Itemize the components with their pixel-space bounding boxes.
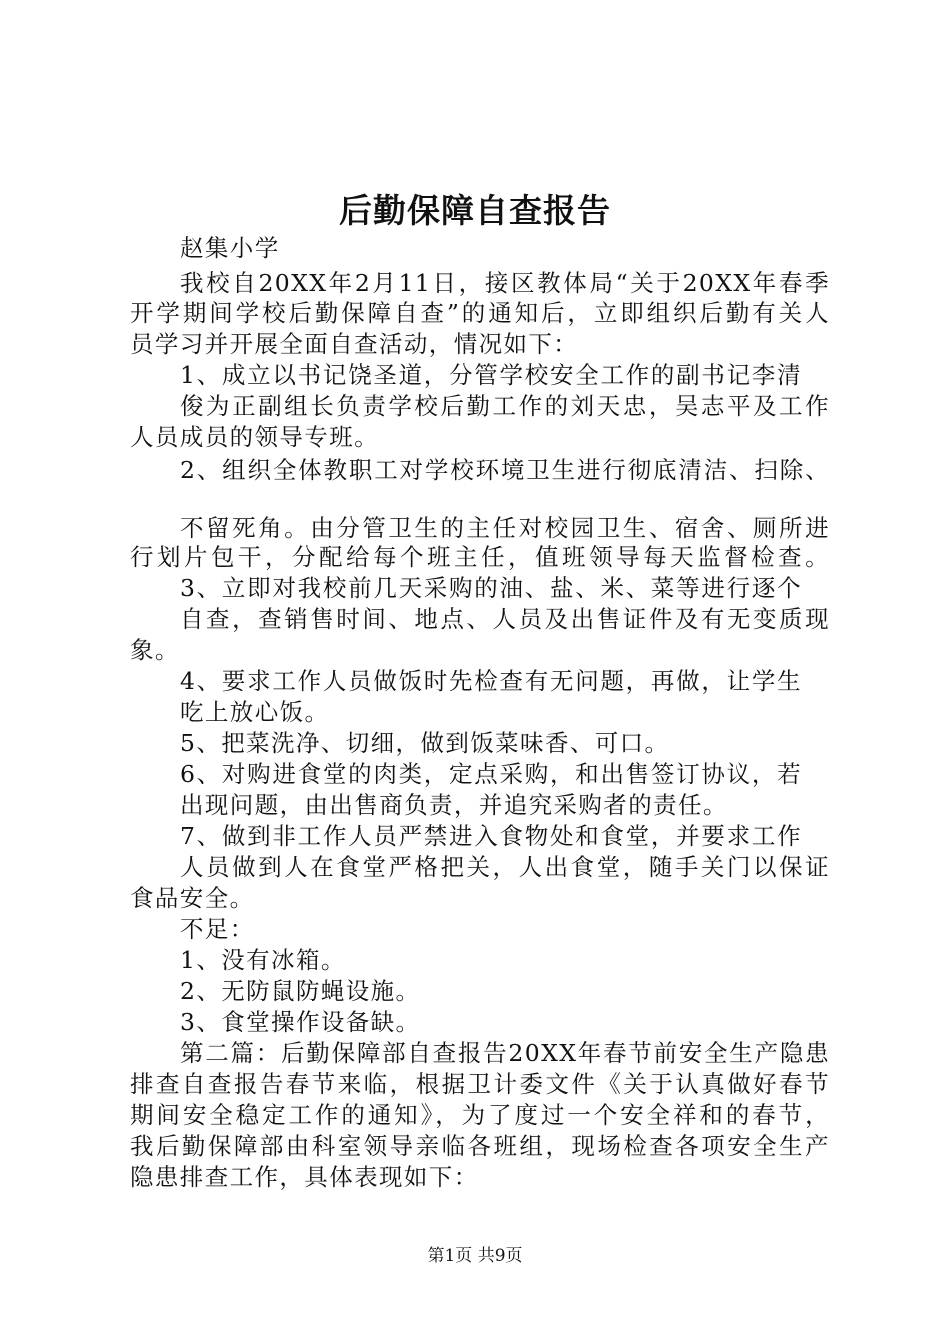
text-line: 俊为正副组长负责学校后勤工作的刘天忠，吴志平及工作 <box>180 392 830 420</box>
text-line: 食品安全。 <box>130 884 255 912</box>
text-line: 我校自20XX年2月11日，接区教体局“关于20XX年春季 <box>180 269 830 297</box>
text-line: 第二篇：后勤保障部自查报告20XX年春节前安全生产隐患 <box>180 1039 830 1067</box>
text-line: 开学期间学校后勤保障自查”的通知后，立即组织后勤有关人 <box>130 299 830 327</box>
text-line: 象。 <box>130 636 180 664</box>
text-line: 1、没有冰箱。 <box>180 946 346 974</box>
text-line: 自查，查销售时间、地点、人员及出售证件及有无变质现 <box>180 605 830 633</box>
text-line: 人员做到人在食堂严格把关，人出食堂，随手关门以保证 <box>180 853 830 881</box>
text-line: 6、对购进食堂的肉类，定点采购，和出售签订协议，若 <box>180 760 802 788</box>
text-line: 5、把菜洗净、切细，做到饭菜味香、可口。 <box>180 729 670 757</box>
text-line: 隐患排查工作，具体表现如下： <box>130 1163 479 1191</box>
text-line: 3、立即对我校前几天采购的油、盐、米、菜等进行逐个 <box>180 574 802 602</box>
text-line: 排查自查报告春节来临，根据卫计委文件《关于认真做好春节 <box>130 1070 830 1098</box>
text-line: 吃上放心饭。 <box>180 698 330 726</box>
text-line: 人员成员的领导专班。 <box>130 423 379 451</box>
text-line: 2、组织全体教职工对学校环境卫生进行彻底清洁、扫除、 <box>180 456 830 484</box>
text-line: 出现问题，由出售商负责，并追究采购者的责任。 <box>180 791 728 819</box>
text-line: 行划片包干，分配给每个班主任，值班领导每天监督检查。 <box>130 543 830 571</box>
text-line: 员学习并开展全面自查活动，情况如下： <box>130 330 579 358</box>
text-line: 不留死角。由分管卫生的主任对校园卫生、宿舍、厕所进 <box>180 514 830 542</box>
text-line: 期间安全稳定工作的通知》，为了度过一个安全祥和的春节， <box>130 1101 830 1129</box>
text-line: 2、无防鼠防蝇设施。 <box>180 977 421 1005</box>
text-line: 不足： <box>180 915 255 943</box>
document-title: 后勤保障自查报告 <box>339 191 611 230</box>
text-line: 7、做到非工作人员严禁进入食物处和食堂，并要求工作 <box>180 822 802 850</box>
text-line: 1、成立以书记饶圣道，分管学校安全工作的副书记李清 <box>180 361 802 389</box>
text-line: 我后勤保障部由科室领导亲临各班组，现场检查各项安全生产 <box>130 1132 830 1160</box>
text-line: 4、要求工作人员做饭时先检查有无问题，再做，让学生 <box>180 667 802 695</box>
text-line: 3、食堂操作设备缺。 <box>180 1008 421 1036</box>
page-number: 第1页 共9页 <box>427 1246 523 1266</box>
text-line: 赵集小学 <box>180 234 280 262</box>
